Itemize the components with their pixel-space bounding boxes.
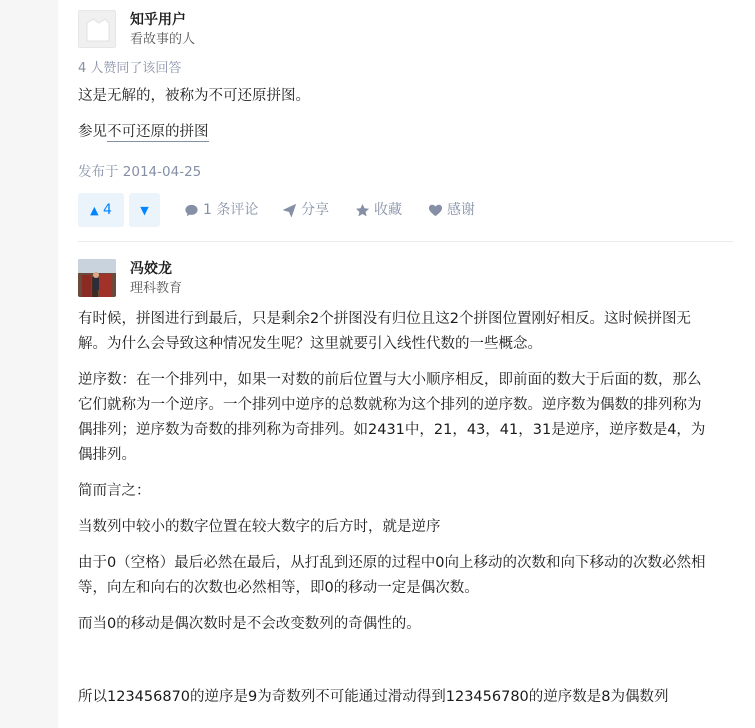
vote-info: 4 人赞同了该回答 bbox=[78, 61, 182, 76]
paragraph-line: 等，向左和向右的次数也必然相等，即0的移动一定是偶次数。 bbox=[78, 580, 479, 596]
answer-paragraph bbox=[78, 368, 733, 468]
paragraph-line: 逆序数：在一个排列中，如果一对数的前后位置与大小顺序相反，即前面的数大于后面的数，那么 bbox=[78, 372, 702, 388]
author-bio: 理科教育 bbox=[130, 281, 183, 296]
downvote-button[interactable] bbox=[129, 193, 160, 227]
puzzle-link[interactable]: 不可还原的拼图 bbox=[107, 124, 209, 140]
answer-author bbox=[78, 10, 733, 50]
answer-actions bbox=[78, 193, 733, 227]
author-bio: 看故事的人 bbox=[130, 32, 196, 47]
share-icon bbox=[282, 203, 297, 218]
answer-paragraph bbox=[78, 551, 733, 601]
answer-list-card bbox=[58, 0, 755, 728]
paragraph-line: 有时候，拼图进行到最后，只是剩余2个拼图没有归位且这2个拼图位置刚好相反。这时候拼图无 bbox=[78, 311, 691, 327]
upvote-arrow-icon: ▲ bbox=[90, 204, 99, 217]
comment-icon bbox=[184, 203, 199, 218]
paragraph-line: 它们就称为一个逆序。一个排列中逆序的总数就称为这个排列的逆序数。逆序数为偶数的排列称为 bbox=[78, 397, 702, 413]
thanks-button[interactable] bbox=[428, 193, 475, 227]
avatar[interactable] bbox=[78, 10, 116, 48]
answer-divider bbox=[78, 241, 733, 242]
user-photo-avatar bbox=[78, 259, 116, 297]
share-label: 分享 bbox=[301, 202, 329, 218]
author-name[interactable]: 知乎用户 bbox=[130, 12, 186, 28]
answer-item bbox=[78, 259, 733, 705]
author-name[interactable]: 冯姣龙 bbox=[130, 261, 172, 277]
thanks-label: 感谢 bbox=[447, 202, 475, 218]
default-avatar-icon bbox=[79, 11, 116, 48]
paragraph-text: 参见 bbox=[78, 124, 107, 140]
answer-paragraph bbox=[78, 120, 209, 145]
answer-paragraph: 简而言之： bbox=[78, 483, 151, 499]
paragraph-line: 偶排列；逆序数为奇数的排列称为奇排列。如2431中，21，43，41，31是逆序，逆序数是4，为 bbox=[78, 422, 706, 438]
answer-paragraph: 当数列中较小的数字位置在较大数字的后方时，就是逆序 bbox=[78, 519, 441, 535]
answer-author bbox=[78, 259, 733, 299]
paragraph-line: 解。为什么会导致这种情况发生呢？这里就要引入线性代数的一些概念。 bbox=[78, 336, 542, 352]
answer-paragraph: 所以123456870的逆序是9为奇数列不可能通过滑动得到123456780的逆序数是8为偶数列 bbox=[78, 689, 669, 705]
answer-content bbox=[78, 307, 733, 710]
answer-paragraph: 而当0的移动是偶次数时是不会改变数列的奇偶性的。 bbox=[78, 616, 421, 632]
upvote-button[interactable] bbox=[78, 193, 124, 227]
publish-date[interactable]: 发布于 2014-04-25 bbox=[78, 164, 202, 180]
downvote-arrow-icon: ▼ bbox=[140, 204, 149, 217]
answer-paragraph: 这是无解的，被称为不可还原拼图。 bbox=[78, 88, 310, 104]
comment-count: 1 条评论 bbox=[203, 202, 259, 218]
paragraph-line: 由于0（空格）最后必然在最后，从打乱到还原的过程中0向上移动的次数和向下移动的次数必然相 bbox=[78, 555, 706, 571]
paragraph-line: 偶排列。 bbox=[78, 447, 136, 463]
upvote-count: 4 bbox=[103, 202, 112, 218]
collect-label: 收藏 bbox=[374, 202, 402, 218]
comment-button[interactable] bbox=[184, 193, 258, 227]
answer-paragraph bbox=[78, 307, 733, 357]
answer-item bbox=[78, 10, 733, 218]
heart-icon bbox=[428, 203, 443, 218]
collect-button[interactable] bbox=[355, 193, 402, 227]
share-button[interactable] bbox=[282, 193, 329, 227]
avatar[interactable] bbox=[78, 259, 116, 297]
star-icon bbox=[355, 203, 370, 218]
